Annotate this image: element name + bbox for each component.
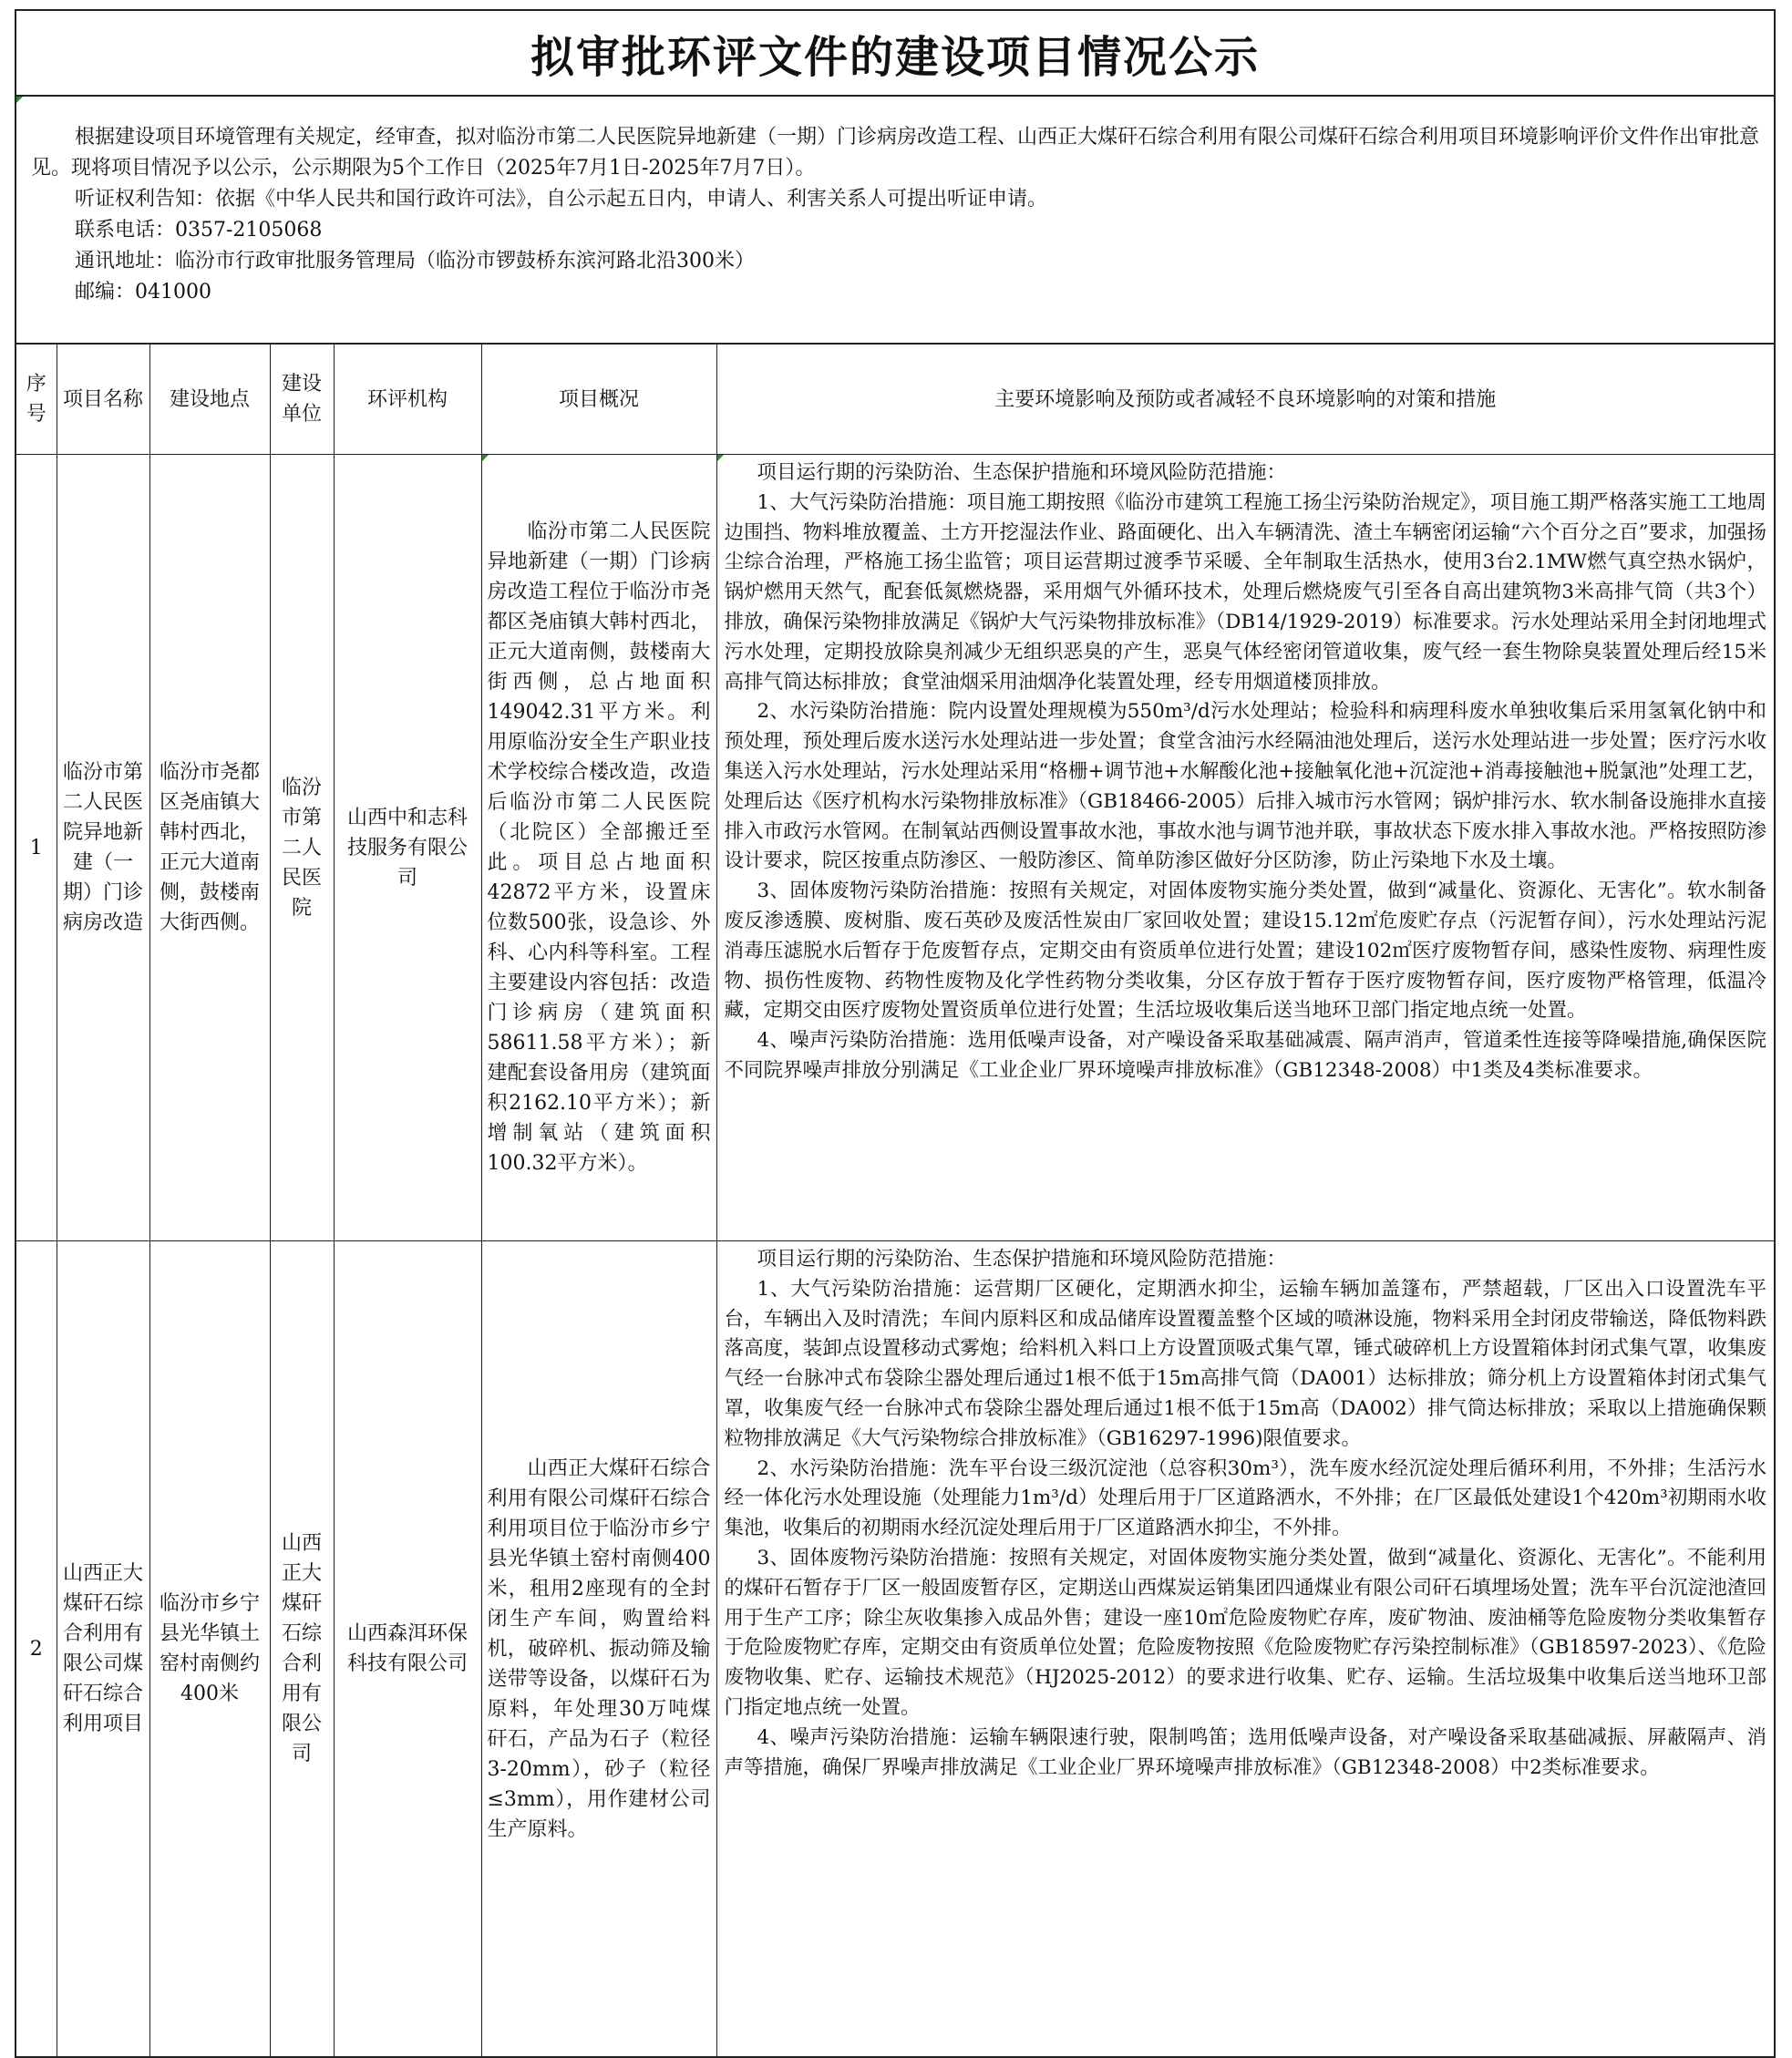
header-location: 建设地点 — [149, 345, 270, 455]
table-row — [16, 1241, 1774, 2057]
measures-water: 2、水污染防治措施：院内设置处理规模为550m³/d污水处理站；检验科和病理科废水单独收集后采用氢氧化钠中和预处理，预处理后废水送污水处理站进一步处置；食堂含油污水经隔油池处理后，送污水处理站进一步处置；医疗污水收集送入污水处理站，污水处理站采用“格栅+调节池+水解酸化池+接触氧化池+沉淀池+消毒接触池+脱氯池”处理工艺，处理后达《医疗机构水污染物排放标准》（GB18466-2005）后排入城市污水管网；锅炉排污水、软水制备设施排水直接排入市政污水管网。在制氧站西侧设置事故水池，事故水池与调节池并联，事故状态下废水排入事故水池。严格按照防渗设计要求，院区按重点防渗区、一般防渗区、简单防渗区做好分区防渗，防止污染地下水及土壤。 — [724, 700, 1766, 873]
measures-water: 2、水污染防治措施：洗车平台设三级沉淀池（总容积30m³），洗车废水经沉淀处理后循环利用，不外排；生活污水经一体化污水处理设施（处理能力1m³/d）处理后用于厂区道路洒水，不外排；在厂区最低处建设1个420m³初期雨水收集池，收集后的初期雨水经沉淀处理后用于厂区道路洒水抑尘，不外排。 — [724, 1456, 1766, 1540]
intro-paragraph: 根据建设项目环境管理有关规定，经审查，拟对临汾市第二人民医院异地新建（一期）门诊病房改造工程、山西正大煤矸石综合利用有限公司煤矸石综合利用项目环境影响评价文件作出审批意见。现将项目情况予以公示，公示期限为5个工作日（2025年7月1日-2025年7月7日）。 — [31, 126, 1760, 180]
measures-noise: 4、噪声污染防治措施：选用低噪声设备，对产噪设备采取基础减震、隔声消声，管道柔性连接等降噪措施,确保医院不同院界噪声排放分别满足《工业企业厂界环境噪声排放标准》（GB12348-2008）中1类及4类标准要求。 — [724, 1029, 1766, 1082]
hearing-notice: 听证权利告知：依据《中华人民共和国行政许可法》，自公示起五日内，申请人、利害关系人可提出听证申请。 — [75, 188, 1048, 211]
measures-intro: 项目运行期的污染防治、生态保护措施和环境风险防范措施： — [757, 1248, 1287, 1271]
row-name: 临汾市第二人民医院异地新建（一期）门诊病房改造 — [57, 455, 149, 1241]
contact-phone: 联系电话：0357-2105068 — [75, 219, 323, 242]
measures-air: 1、大气污染防治措施：项目施工期按照《临汾市建筑工程施工扬尘污染防治规定》，项目施工期严格落实施工工地周边围挡、物料堆放覆盖、土方开挖湿法作业、路面硬化、出入车辆清洗、渣土车辆密闭运输“六个百分之百”要求，加强扬尘综合治理，严格施工扬尘监管；项目运营期过渡季节采暖、全年制取生活热水，使用3台2.1MW燃气真空热水锅炉，锅炉燃用天然气，配套低氮燃烧器，采用烟气外循环技术，处理后燃烧废气引至各自高出建筑物3米高排气筒（共3个）排放，确保污染物排放满足《锅炉大气污染物排放标准》（DB14/1929-2019）标准要求。污水处理站采用全封闭地埋式污水处理，定期投放除臭剂减少无组织恶臭的产生，恶臭气体经密闭管道收集，废气经一套生物除臭装置处理后经15米高排气筒达标排放；食堂油烟采用油烟净化装置处理，经专用烟道楼顶排放。 — [724, 490, 1766, 694]
row-unit: 临汾市第二人民医院 — [270, 455, 334, 1241]
row-agency: 山西森洱环保科技有限公司 — [334, 1241, 481, 2057]
table-row — [16, 455, 1774, 1241]
row-location: 临汾市乡宁县光华镇土窑村南侧约400米 — [149, 1241, 270, 2057]
row-overview — [481, 1241, 716, 2057]
header-measures: 主要环境影响及预防或者减轻不良环境影响的对策和措施 — [716, 345, 1774, 455]
overview-text: 山西正大煤矸石综合利用有限公司煤矸石综合利用项目位于临汾市乡宁县光华镇土窑村南侧400米，租用2座现有的全封闭生产车间，购置给料机，破碎机、振动筛及输送带等设备，以煤矸石为原料，年处理30万吨煤矸石，产品为石子（粒径3-20mm），砂子（粒径≤3mm），用作建材公司生产原料。 — [487, 1456, 711, 1841]
notice-sheet — [15, 9, 1776, 2058]
header-overview: 项目概况 — [481, 345, 716, 455]
table-header-row — [16, 345, 1774, 455]
measures-noise: 4、噪声污染防治措施：运输车辆限速行驶，限制鸣笛；选用低噪声设备，对产噪设备采取基础减振、屏蔽隔声、消声等措施，确保厂界噪声排放满足《工业企业厂界环境噪声排放标准》（GB12348-2008）中2类标准要求。 — [724, 1725, 1766, 1779]
intro-section — [16, 97, 1774, 345]
header-agency: 环评机构 — [334, 345, 481, 455]
project-table — [16, 345, 1774, 2056]
header-no: 序号 — [16, 345, 57, 455]
measures-air: 1、大气污染防治措施：运营期厂区硬化，定期洒水抑尘，运输车辆加盖篷布，严禁超载，厂区出入口设置洗车平台，车辆出入及时清洗；车间内原料区和成品储库设置覆盖整个区域的喷淋设施，物料采用全封闭皮带输送，降低物料跌落高度，装卸点设置移动式雾炮；给料机入料口上方设置顶吸式集气罩，锤式破碎机上方设置箱体封闭式集气罩，收集废气经一台脉冲式布袋除尘器处理后通过1根不低于15m高排气筒（DA001）达标排放；筛分机上方设置箱体封闭式集气罩，收集废气经一台脉冲式布袋除尘器处理后通过1根不低于15m高（DA002）排气筒达标排放；采取以上措施确保颗粒物排放满足《大气污染物综合排放标准》（GB16297-1996)限值要求。 — [724, 1277, 1766, 1450]
header-name: 项目名称 — [57, 345, 149, 455]
cell-marker-icon — [717, 455, 724, 461]
row-location: 临汾市尧都区尧庙镇大韩村西北，正元大道南侧，鼓楼南大街西侧。 — [149, 455, 270, 1241]
overview-text: 临汾市第二人民医院异地新建（一期）门诊病房改造工程位于临汾市尧都区尧庙镇大韩村西北，正元大道南侧，鼓楼南大街西侧，总占地面积149042.31平方米。利用原临汾安全生产职业技术学校综合楼改造，改造后临汾市第二人民医院（北院区）全部搬迁至此。项目总占地面积42872平方米，设置床位数500张，设急诊、外科、心内科等科室。工程主要建设内容包括：改造门诊病房（建筑面积58611.58平方米）；新建配套设备用房（建筑面积2162.10平方米）；新增制氧站（建筑面积100.32平方米）。 — [487, 520, 711, 1175]
row-measures — [716, 455, 1774, 1241]
measures-intro: 项目运行期的污染防治、生态保护措施和环境风险防范措施： — [757, 461, 1287, 484]
row-agency: 山西中和志科技服务有限公司 — [334, 455, 481, 1241]
row-measures — [716, 1241, 1774, 2057]
row-overview — [481, 455, 716, 1241]
row-no: 1 — [16, 455, 57, 1241]
cell-marker-icon — [16, 97, 23, 103]
measures-solid-waste: 3、固体废物污染防治措施：按照有关规定，对固体废物实施分类处置，做到“减量化、资源化、无害化”。软水制备废反渗透膜、废树脂、废石英砂及废活性炭由厂家回收处置；建设15.12㎡危废贮存点（污泥暂存间），污水处理站污泥消毒压滤脱水后暂存于危废暂存点，定期交由有资质单位进行处置；建设102㎡医疗废物暂存间，感染性废物、病理性废物、损伤性废物、药物性废物及化学性药物分类收集，分区存放于暂存于医疗废物暂存间，医疗废物严格管理，低温冷藏，定期交由医疗废物处置资质单位进行处置；生活垃圾收集后送当地环卫部门指定地点统一处置。 — [724, 880, 1766, 1023]
mailing-address: 通讯地址：临汾市行政审批服务管理局（临汾市锣鼓桥东滨河路北沿300米） — [75, 250, 755, 273]
measures-solid-waste: 3、固体废物污染防治措施：按照有关规定，对固体废物实施分类处置，做到“减量化、资源化、无害化”。不能利用的煤矸石暂存于厂区一般固废暂存区，定期送山西煤炭运销集团四通煤业有限公司矸石填埋场处置；洗车平台沉淀池渣回用于生产工序；除尘灰收集掺入成品外售；建设一座10㎡危险废物贮存库，废矿物油、废油桶等危险废物分类收集暂存于危险废物贮存库，定期交由有资质单位处置；危险废物按照《危险废物贮存污染控制标准》（GB18597-2023）、《危险废物收集、贮存、运输技术规范》（HJ2025-2012）的要求进行收集、贮存、运输。生活垃圾集中收集后送当地环卫部门指定地点统一处置。 — [724, 1546, 1766, 1719]
row-unit: 山西正大煤矸石综合利用有限公司 — [270, 1241, 334, 2057]
row-name: 山西正大煤矸石综合利用有限公司煤矸石综合利用项目 — [57, 1241, 149, 2057]
page-title: 拟审批环评文件的建设项目情况公示 — [530, 31, 1260, 83]
title-row — [16, 11, 1774, 97]
header-unit: 建设单位 — [270, 345, 334, 455]
row-no: 2 — [16, 1241, 57, 2057]
postal-code: 邮编：041000 — [75, 281, 211, 304]
cell-marker-icon — [482, 455, 489, 461]
